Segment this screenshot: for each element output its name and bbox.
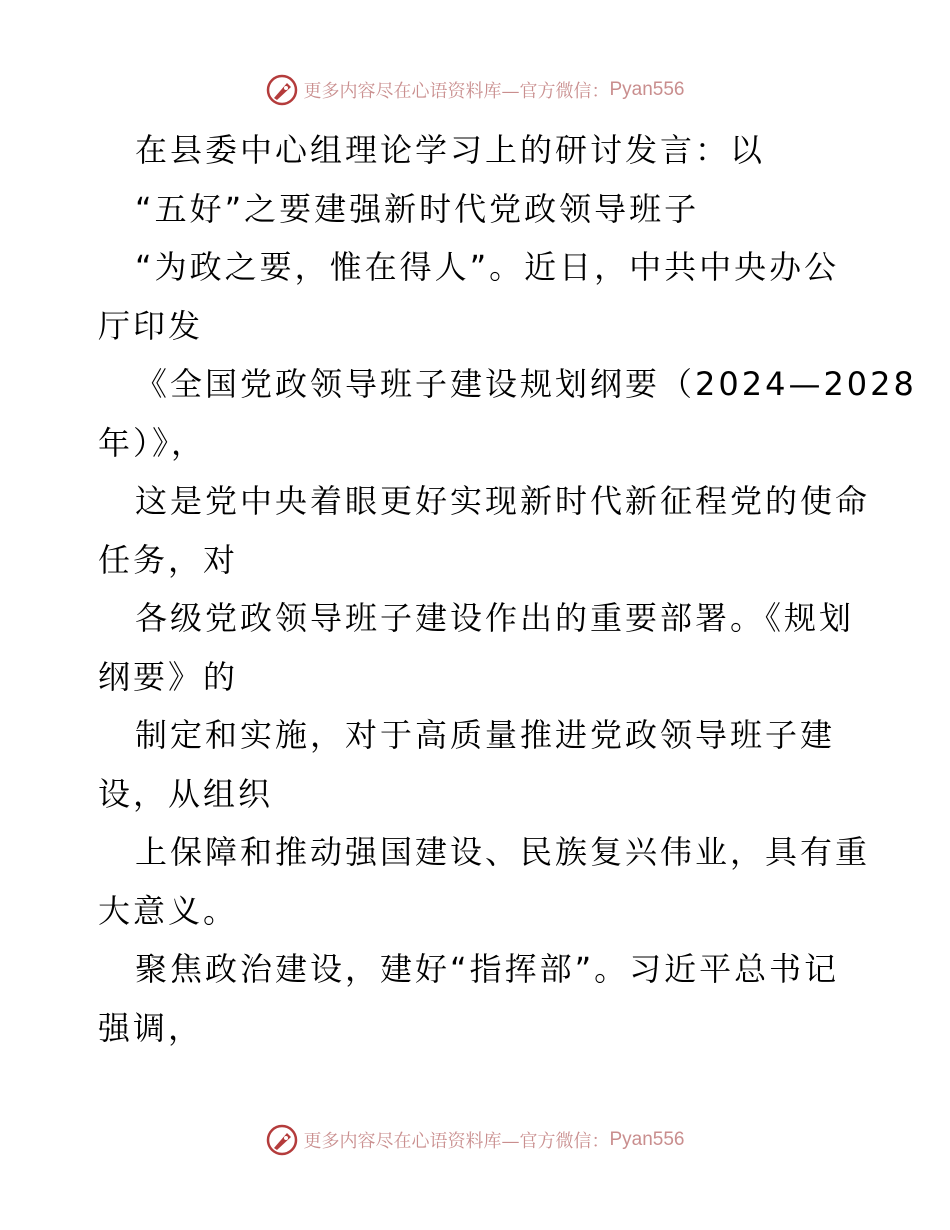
paragraph-line: 强调， [98,1008,204,1047]
pen-nib-logo-icon [265,1123,299,1157]
paragraph-line: 大意义。 [98,891,239,930]
watermark-text: 更多内容尽在心语资料库—官方微信： [303,1131,610,1152]
paragraph-line: 厅印发 [98,306,204,345]
watermark-text: 更多内容尽在心语资料库—官方微信： [303,81,610,102]
paragraph-line: 这是党中央着眼更好实现新时代新征程党的使命 [135,482,871,520]
header-watermark [0,70,950,110]
title-line-1: 在县委中心组理论学习上的研讨发言：以 [135,131,766,169]
watermark-account: Pyan556 [609,79,685,100]
footer-watermark [0,1120,950,1160]
paragraph-line: 纲要》的 [98,657,239,696]
paragraph-line: 聚焦政治建设，建好“指挥部”。习近平总书记 [135,950,840,988]
paragraph-line: 制定和实施，对于高质量推进党政领导班子建 [135,716,836,754]
title-line-2: “五好”之要建强新时代党政领导班子 [135,189,700,228]
paragraph-line: “为政之要，惟在得人”。近日，中共中央办公 [135,248,840,286]
paragraph-line: 设，从组织 [98,774,274,813]
paragraph-line: 任务，对 [98,540,239,579]
document-body [98,121,917,1057]
paragraph-line: 年）》， [98,423,207,462]
watermark-account: Pyan556 [609,1129,685,1150]
paragraph-line: 各级党政领导班子建设作出的重要部署。《规划 [135,599,855,637]
paragraph-line: 《全国党政领导班子建设规划纲要（2024—2028 [135,365,917,403]
pen-nib-logo-icon [265,73,299,107]
paragraph-line: 上保障和推动强国建设、民族复兴伟业，具有重 [135,833,871,871]
